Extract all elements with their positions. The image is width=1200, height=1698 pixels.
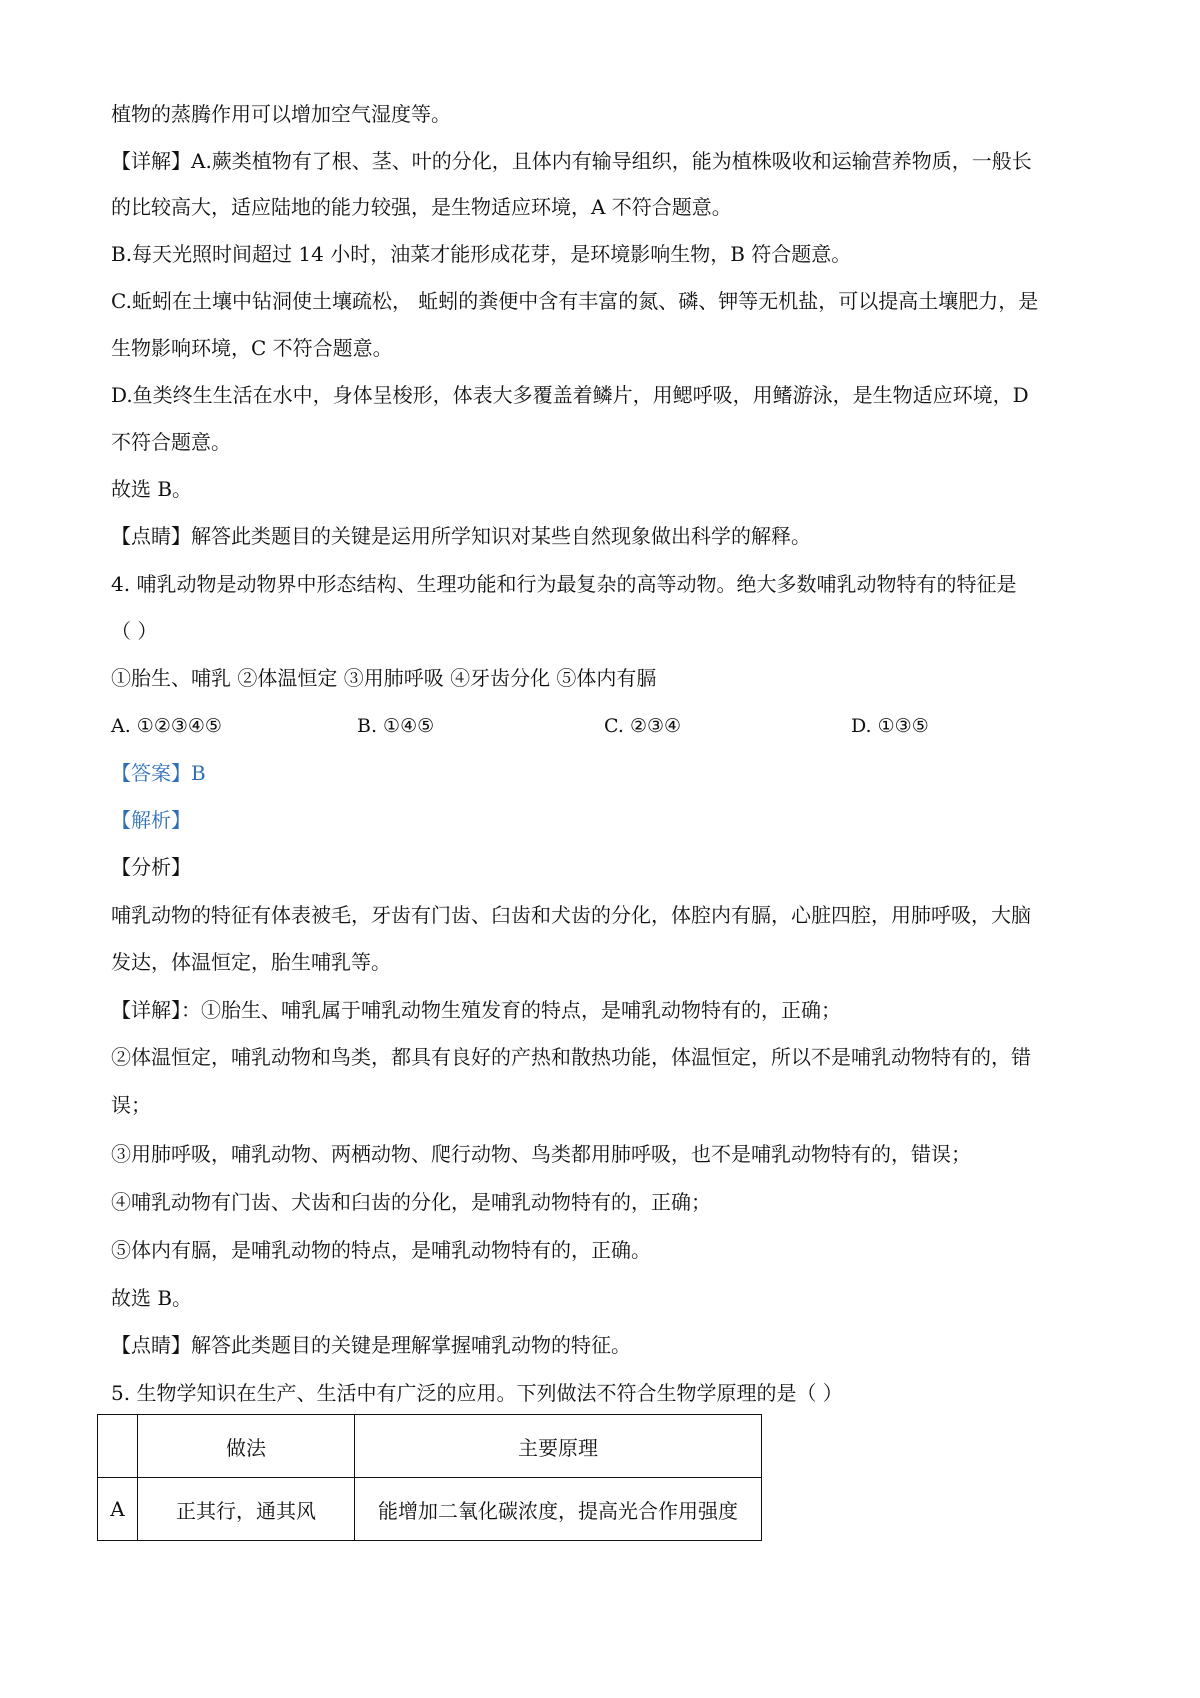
table-cell-principle: 能增加二氧化碳浓度，提高光合作用强度 [355, 1478, 762, 1541]
detail-line: 【详解】A.蕨类植物有了根、茎、叶的分化，且体内有输导组织，能为植株吸收和运输营养物质，一般长 [111, 149, 1032, 173]
paragraph-line: 哺乳动物的特征有体表被毛，牙齿有门齿、臼齿和犬齿的分化，体腔内有膈，心脏四腔，用肺呼吸，大脑 [111, 903, 1031, 927]
table-cell-practice: 正其行，通其风 [138, 1478, 355, 1541]
paragraph-line: 不符合题意。 [111, 430, 231, 454]
table-corner-cell [98, 1415, 138, 1478]
paragraph-line: B.每天光照时间超过 14 小时，油菜才能形成花芽，是环境影响生物，B 符合题意。 [111, 242, 852, 266]
question-5-stem: 5. 生物学知识在生产、生活中有广泛的应用。下列做法不符合生物学原理的是（ ） [111, 1381, 843, 1405]
paragraph-line: 的比较高大，适应陆地的能力较强，是生物适应环境，A 不符合题意。 [111, 195, 732, 219]
analysis-label: 【解析】 [111, 808, 191, 832]
paragraph-line: 故选 B。 [111, 477, 193, 501]
table-header-practice: 做法 [138, 1415, 355, 1478]
paragraph-line: D.鱼类终生生活在水中，身体呈梭形，体表大多覆盖着鳞片，用鳃呼吸，用鳍游泳，是生物适应环境，D [111, 383, 1029, 407]
paragraph-line: ⑤体内有膈，是哺乳动物的特点，是哺乳动物特有的，正确。 [111, 1238, 651, 1262]
paragraph-line: ③用肺呼吸，哺乳动物、两栖动物、爬行动物、鸟类都用肺呼吸，也不是哺乳动物特有的，错误； [111, 1142, 971, 1166]
fenxi-label: 【分析】 [111, 855, 191, 879]
option-d: D. ①③⑤ [851, 715, 929, 737]
paragraph-line: 生物影响环境，C 不符合题意。 [111, 336, 393, 360]
paragraph-line: C.蚯蚓在土壤中钻洞使土壤疏松， 蚯蚓的粪便中含有丰富的氮、磷、钾等无机盐，可以提高土壤肥力，是 [111, 289, 1039, 313]
table-header-principle: 主要原理 [355, 1415, 762, 1478]
question-4-stem: 4. 哺乳动物是动物界中形态结构、生理功能和行为最复杂的高等动物。绝大多数哺乳动物特有的特征是 [111, 572, 1017, 596]
tip-line: 【点睛】解答此类题目的关键是运用所学知识对某些自然现象做出科学的解释。 [111, 524, 811, 548]
paragraph-line: 误； [111, 1093, 151, 1117]
question-4-paren: （ ） [111, 619, 158, 643]
option-a: A. ①②③④⑤ [111, 715, 222, 737]
detail-line: 【详解】：①胎生、哺乳属于哺乳动物生殖发育的特点，是哺乳动物特有的，正确； [111, 998, 841, 1022]
table-row-label: A [98, 1478, 138, 1541]
paragraph-line: 故选 B。 [111, 1286, 193, 1310]
paragraph-line: 发达，体温恒定，胎生哺乳等。 [111, 950, 391, 974]
question-4-items: ①胎生、哺乳 ②体温恒定 ③用肺呼吸 ④牙齿分化 ⑤体内有膈 [111, 666, 657, 690]
paragraph-line: 植物的蒸腾作用可以增加空气湿度等。 [111, 102, 451, 126]
question-5-table [97, 1414, 762, 1541]
table-row [98, 1478, 762, 1541]
answer-label: 【答案】B [111, 761, 206, 785]
paragraph-line: ④哺乳动物有门齿、犬齿和臼齿的分化，是哺乳动物特有的，正确； [111, 1190, 711, 1214]
option-c: C. ②③④ [604, 715, 682, 737]
option-b: B. ①④⑤ [357, 715, 435, 737]
paragraph-line: ②体温恒定，哺乳动物和鸟类，都具有良好的产热和散热功能，体温恒定，所以不是哺乳动物特有的，错 [111, 1045, 1031, 1069]
table-header-row [98, 1415, 762, 1478]
tip-line: 【点睛】解答此类题目的关键是理解掌握哺乳动物的特征。 [111, 1333, 631, 1357]
